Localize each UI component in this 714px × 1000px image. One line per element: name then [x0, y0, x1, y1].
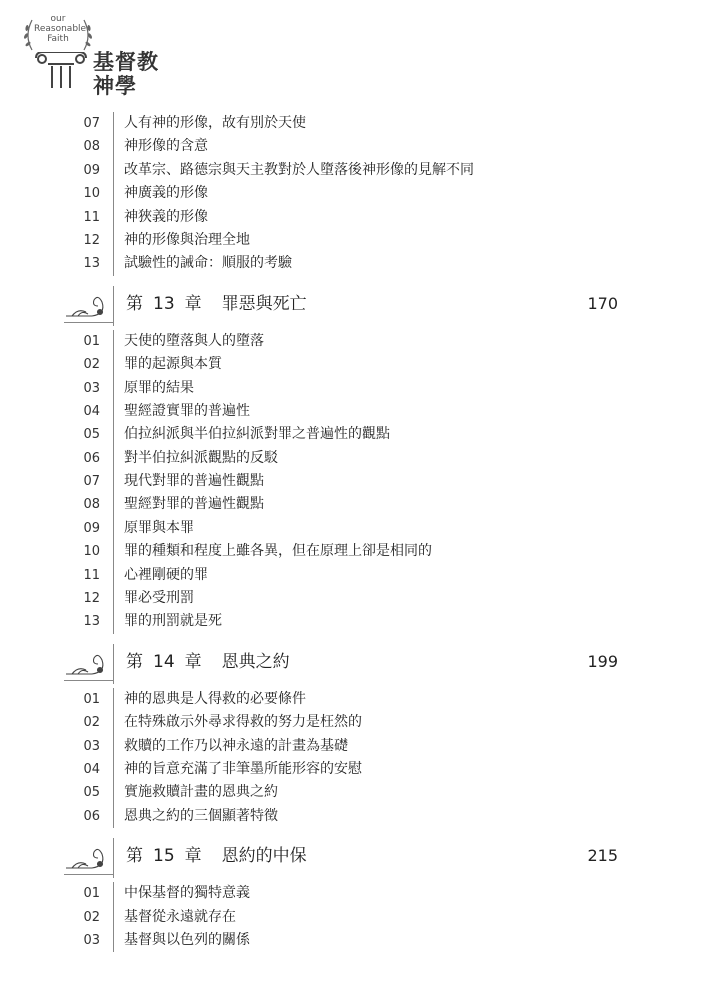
chapter-14-items — [0, 688, 714, 828]
toc-item[interactable] — [0, 758, 714, 781]
toc-item[interactable] — [0, 688, 714, 711]
toc-item[interactable] — [0, 781, 714, 804]
toc-item[interactable] — [0, 206, 714, 229]
toc-item[interactable] — [0, 564, 714, 587]
chapter-heading[interactable] — [0, 838, 714, 878]
toc-item[interactable] — [0, 112, 714, 135]
toc-item[interactable] — [0, 423, 714, 446]
item-title: 試驗性的誡命：順服的考驗 — [124, 255, 292, 272]
item-number: 03 — [83, 738, 100, 754]
item-title: 原罪的結果 — [124, 379, 194, 396]
item-title: 神的恩典是人得救的必要條件 — [124, 690, 306, 707]
table-of-contents — [0, 112, 714, 952]
item-title: 聖經證實罪的普遍性 — [124, 402, 250, 419]
toc-item[interactable] — [0, 252, 714, 275]
ornament-scroll-icon — [64, 646, 108, 680]
chapter-page-number: 199 — [587, 651, 618, 671]
toc-item[interactable] — [0, 610, 714, 633]
item-title: 對半伯拉糾派觀點的反駁 — [124, 449, 278, 466]
item-title: 人有神的形像，故有別於天使 — [124, 115, 306, 131]
logo-tagline-line: our — [50, 14, 66, 24]
item-number: 09 — [83, 162, 100, 178]
toc-item[interactable] — [0, 135, 714, 158]
item-number: 03 — [83, 932, 100, 948]
toc-item[interactable] — [0, 517, 714, 540]
chapter-prefix: 第 — [126, 651, 143, 672]
item-title: 心裡剛硬的罪 — [124, 566, 208, 583]
toc-item[interactable] — [0, 735, 714, 758]
item-title: 現代對罪的普遍性觀點 — [124, 473, 264, 490]
toc-item[interactable] — [0, 711, 714, 734]
toc-item[interactable] — [0, 540, 714, 563]
ornament-scroll-icon — [64, 840, 108, 874]
toc-item[interactable] — [0, 447, 714, 470]
item-title: 神狹義的形像 — [124, 208, 208, 225]
toc-item[interactable] — [0, 182, 714, 205]
item-number: 12 — [83, 232, 100, 248]
chapter-prefix: 第 — [126, 846, 143, 867]
item-number: 07 — [83, 474, 100, 490]
logo-tagline — [34, 14, 87, 44]
publisher-logo — [20, 14, 170, 106]
chapter-15-items — [0, 882, 714, 952]
chapter-suffix: 章 — [184, 293, 202, 314]
logo-title-line2: 神學 — [93, 74, 137, 98]
item-title: 實施救贖計畫的恩典之約 — [124, 784, 278, 801]
toc-item[interactable] — [0, 587, 714, 610]
item-number: 06 — [83, 450, 100, 466]
item-title: 恩典之約的三個顯著特徵 — [124, 807, 278, 824]
item-number: 07 — [83, 116, 100, 131]
chapter-title — [126, 650, 290, 674]
chapter-heading[interactable] — [0, 644, 714, 684]
logo-tagline-line: Faith — [47, 34, 69, 44]
item-number: 04 — [83, 761, 100, 777]
item-number: 01 — [83, 886, 100, 902]
item-number: 09 — [83, 520, 100, 536]
item-title: 罪必受刑罰 — [124, 590, 194, 607]
item-title: 天使的墮落與人的墮落 — [124, 332, 264, 349]
item-number: 12 — [83, 591, 100, 607]
item-number: 01 — [83, 333, 100, 349]
item-number: 03 — [83, 380, 100, 396]
item-number: 10 — [83, 186, 100, 202]
chapter-name: 恩約的中保 — [221, 846, 307, 867]
chapter-name: 罪惡與死亡 — [221, 293, 307, 314]
item-number: 11 — [83, 209, 100, 225]
toc-section-continued — [0, 112, 714, 276]
chapter-number: 14 — [153, 651, 175, 672]
chapter-name: 恩典之約 — [221, 651, 290, 672]
toc-item[interactable] — [0, 330, 714, 353]
toc-item[interactable] — [0, 906, 714, 929]
item-number: 02 — [83, 357, 100, 373]
chapter-title — [126, 844, 307, 868]
toc-item[interactable] — [0, 229, 714, 252]
item-title: 聖經對罪的普遍性觀點 — [124, 496, 264, 513]
item-title: 在特殊啟示外尋求得救的努力是枉然的 — [124, 714, 362, 731]
toc-item[interactable] — [0, 159, 714, 182]
item-title: 神形像的含意 — [124, 138, 208, 155]
item-title: 改革宗、路德宗與天主教對於人墮落後神形像的見解不同 — [124, 161, 474, 178]
toc-item[interactable] — [0, 377, 714, 400]
chapter-page-number: 170 — [587, 293, 618, 313]
toc-item[interactable] — [0, 805, 714, 828]
column-icon — [34, 52, 88, 92]
item-title: 罪的種類和程度上雖各異，但在原理上卻是相同的 — [124, 543, 432, 560]
chapter-page-number: 215 — [587, 846, 618, 866]
item-title: 救贖的工作乃以神永遠的計畫為基礎 — [124, 737, 348, 754]
item-number: 10 — [83, 544, 100, 560]
toc-item[interactable] — [0, 470, 714, 493]
item-title: 神的形像與治理全地 — [124, 231, 250, 248]
toc-item[interactable] — [0, 493, 714, 516]
chapter-prefix: 第 — [126, 293, 143, 314]
chapter-13-items — [0, 330, 714, 634]
toc-item[interactable] — [0, 882, 714, 905]
item-number: 13 — [83, 614, 100, 630]
item-number: 05 — [83, 785, 100, 801]
logo-tagline-line: Reasonable — [34, 24, 87, 34]
item-title: 罪的起源與本質 — [124, 356, 222, 373]
chapter-number: 15 — [153, 846, 175, 867]
item-number: 04 — [83, 403, 100, 419]
item-title: 罪的刑罰就是死 — [124, 613, 222, 630]
logo-title-line1: 基督教 — [93, 50, 159, 74]
item-number: 13 — [83, 256, 100, 272]
item-title: 基督與以色列的關係 — [124, 931, 250, 948]
chapter-number: 13 — [153, 293, 175, 314]
item-number: 08 — [83, 497, 100, 513]
chapter-suffix: 章 — [184, 651, 202, 672]
item-number: 02 — [83, 715, 100, 731]
chapter-title — [126, 292, 307, 316]
item-title: 中保基督的獨特意義 — [124, 885, 250, 902]
item-title: 原罪與本罪 — [124, 519, 194, 536]
toc-item[interactable] — [0, 929, 714, 952]
item-number: 06 — [83, 808, 100, 824]
chapter-heading[interactable] — [0, 286, 714, 326]
toc-item[interactable] — [0, 400, 714, 423]
item-number: 11 — [83, 567, 100, 583]
logo-title — [93, 50, 159, 98]
item-number: 01 — [83, 691, 100, 707]
item-title: 伯拉糾派與半伯拉糾派對罪之普遍性的觀點 — [124, 426, 390, 443]
ornament-scroll-icon — [64, 288, 108, 322]
toc-item[interactable] — [0, 353, 714, 376]
item-title: 基督從永遠就存在 — [124, 908, 236, 925]
item-title: 神的旨意充滿了非筆墨所能形容的安慰 — [124, 760, 362, 777]
item-number: 08 — [83, 139, 100, 155]
chapter-suffix: 章 — [184, 846, 202, 867]
item-title: 神廣義的形像 — [124, 185, 208, 202]
item-number: 05 — [83, 427, 100, 443]
item-number: 02 — [83, 909, 100, 925]
